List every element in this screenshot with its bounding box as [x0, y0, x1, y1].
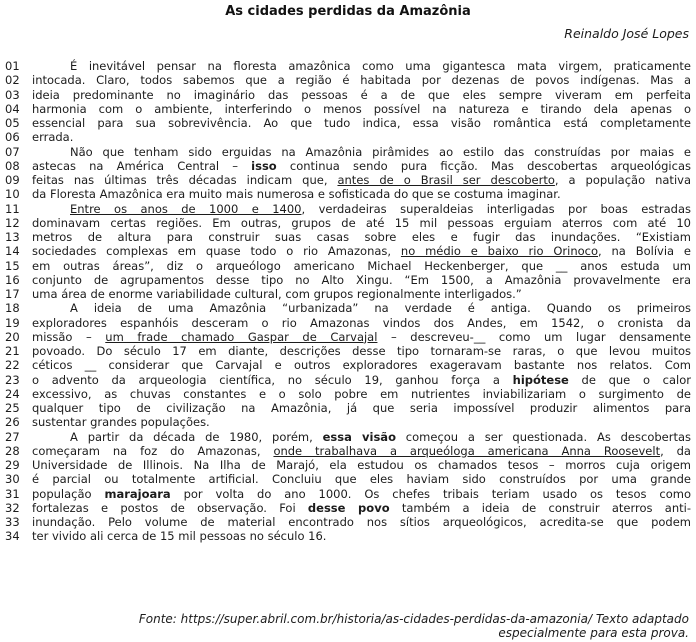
text-line: [0, 116, 696, 130]
line-text: [32, 102, 696, 116]
plain-text: de que o calor: [568, 372, 691, 387]
line-text: [32, 344, 696, 358]
line-text: [32, 116, 696, 130]
line-number: 01: [5, 59, 20, 73]
line-number: 10: [5, 187, 20, 202]
source-line-2: especialmente para esta prova.: [498, 626, 689, 640]
text-lines: [0, 59, 696, 544]
line-text: [32, 387, 696, 401]
line-number: 16: [5, 272, 20, 287]
line-number: 31: [5, 486, 20, 501]
plain-text: inundação. Pelo volume de material encontrado nos sítios arqueológicos, acredita-se que podem: [32, 515, 691, 529]
line-number: 12: [5, 215, 20, 230]
text-line: [0, 259, 696, 273]
line-text: [32, 444, 696, 458]
line-number: 07: [5, 144, 20, 159]
line-text: [32, 501, 696, 515]
text-line: [0, 430, 696, 444]
text-line: [0, 88, 696, 102]
text-line: [0, 244, 696, 258]
plain-text: população: [32, 486, 105, 501]
plain-text: uma área de enorme variabilidade cultural, com grupos regionalmente interligados.”: [32, 287, 522, 301]
line-text: [32, 244, 696, 258]
plain-text: errada.: [32, 130, 74, 145]
bold-text: desse povo: [307, 500, 390, 515]
line-number: 24: [5, 386, 20, 401]
plain-text: intocada. Claro, todos sabemos que a região é habitada por dezenas de povos indígenas. Mas a: [32, 73, 691, 88]
underlined-text: antes de o Brasil ser descoberto: [337, 173, 555, 187]
text-line: [0, 373, 696, 387]
underlined-text: Entre os anos de 1000 e 1400: [70, 201, 302, 216]
plain-text: metros de altura para construir suas casas sobre eles e fugir das inundações. “Existiam: [32, 230, 691, 244]
plain-text: conjunto de agrupamentos desse tipo no Alto Xingu. “Em 1500, a Amazônia provavelmente era: [32, 272, 691, 287]
plain-text: , verdadeiras superaldeias interligadas por boas estradas: [301, 201, 691, 216]
text-line: [0, 458, 696, 472]
plain-text: , na Bolívia e: [598, 244, 691, 259]
plain-text: Universidade de Illinois. Na Ilha de Marajó, ela estudou os chamados tesos – morros cuja origem: [32, 458, 691, 472]
line-text: [32, 472, 696, 486]
text-line: [0, 387, 696, 401]
line-number: 19: [5, 315, 20, 330]
text-line: [0, 301, 696, 315]
line-number: 32: [5, 500, 20, 515]
line-number: 14: [5, 244, 20, 259]
text-line: [0, 401, 696, 415]
line-text: [32, 159, 696, 173]
text-line: [0, 130, 696, 144]
line-number: 30: [5, 472, 20, 487]
plain-text: , a população nativa: [554, 173, 691, 187]
line-text: [32, 187, 696, 201]
line-text: [32, 259, 696, 273]
line-text: [32, 458, 696, 472]
plain-text: dominavam certas regiões. Em outras, grupos de até 15 mil pessoas erguiam aterros com até 10: [32, 215, 691, 230]
line-text: [32, 529, 696, 543]
line-text: [32, 230, 696, 244]
underlined-text: onde trabalhava a arqueóloga americana Anna Roosevelt: [273, 443, 661, 458]
author-byline: Reinaldo José Lopes: [564, 26, 689, 41]
plain-text: céticos __ considerar que Carvajal e outros exploradores exageravam bastante nos relatos. Com: [32, 358, 691, 373]
line-text: [32, 145, 696, 159]
line-number: 21: [5, 344, 20, 358]
line-text: [32, 88, 696, 102]
line-number: 22: [5, 358, 20, 373]
plain-text: A ideia de uma Amazônia “urbanizada” na verdade é antiga. Quando os primeiros: [70, 301, 691, 316]
plain-text: – descreveu-__ como um lugar densamente: [377, 329, 691, 344]
line-text: [32, 430, 696, 444]
line-number: 17: [5, 287, 20, 301]
text-line: [0, 187, 696, 201]
underlined-text: um frade chamado Gaspar de Carvajal: [105, 329, 378, 344]
line-number: 25: [5, 401, 20, 415]
line-text: [32, 287, 696, 301]
text-line: [0, 415, 696, 429]
line-text: [32, 515, 696, 529]
plain-text: feitas nas últimas três décadas indicam que,: [32, 173, 338, 187]
text-line: [0, 529, 696, 543]
plain-text: excessivo, as chuvas constantes e o solo pobre em nutrientes inviabilizariam o surgimento de: [32, 386, 691, 401]
line-number: 11: [5, 201, 20, 216]
page-title: As cidades perdidas da Amazônia: [225, 4, 471, 19]
line-number: 06: [5, 130, 20, 145]
line-text: [32, 59, 696, 73]
plain-text: exploradores espanhóis desceram o rio Amazonas vindos dos Andes, em 1542, o cronista da: [32, 315, 691, 330]
plain-text: qualquer tipo de civilização na Amazônia, já que seria impossível produzir alimentos para: [32, 401, 691, 415]
bold-text: hipótese: [512, 372, 569, 387]
line-text: [32, 487, 696, 501]
underlined-text: no médio e baixo rio Orinoco: [400, 244, 599, 259]
text-line: [0, 472, 696, 486]
line-text: [32, 330, 696, 344]
bold-text: isso: [251, 158, 277, 173]
text-line: [0, 145, 696, 159]
bold-text: marajoara: [104, 486, 171, 501]
plain-text: essencial para sua sobrevivência. Ao que tudo indica, essa visão romântica está completamente: [32, 116, 691, 130]
line-text: [32, 273, 696, 287]
line-text: [32, 130, 696, 144]
plain-text: harmonia com o ambiente, interferindo o menos possível na natureza e tirando dela apenas o: [32, 101, 691, 116]
text-line: [0, 216, 696, 230]
line-number: 33: [5, 515, 20, 529]
line-number: 15: [5, 258, 20, 273]
plain-text: o advento da arqueologia científica, no século 19, ganhou força a: [32, 372, 513, 387]
plain-text: também a ideia de construir aterros anti-: [389, 500, 691, 515]
plain-text: É inevitável pensar na floresta amazônica como uma gigantesca mata virgem, praticamente: [70, 59, 691, 73]
line-text: [32, 173, 696, 187]
line-number: 26: [5, 415, 20, 430]
text-line: [0, 73, 696, 87]
plain-text: em outras áreas”, diz o arqueólogo americano Michael Heckenberger, que __ anos estuda um: [32, 258, 691, 273]
plain-text: ideia predominante no imaginário das pessoas é a de que eles sempre viveram em perfeita: [32, 87, 691, 102]
plain-text: fortalezas e postos de observação. Foi: [32, 500, 308, 515]
text-line: [0, 487, 696, 501]
plain-text: por volta do ano 1000. Os chefes tribais teriam usado os tesos como: [170, 486, 691, 501]
line-text: [32, 73, 696, 87]
text-line: [0, 230, 696, 244]
text-line: [0, 202, 696, 216]
line-number: 09: [5, 173, 20, 187]
text-line: [0, 358, 696, 372]
text-line: [0, 515, 696, 529]
line-number: 18: [5, 301, 20, 316]
line-number: 28: [5, 443, 20, 458]
plain-text: astecas na América Central –: [32, 158, 252, 173]
text-line: [0, 444, 696, 458]
text-line: [0, 273, 696, 287]
line-number: 13: [5, 230, 20, 244]
source-line-1: Fonte: https://super.abril.com.br/historia/as-cidades-perdidas-da-amazonia/ Texto adaptado: [138, 611, 689, 626]
plain-text: , da: [660, 443, 691, 458]
plain-text: continua sendo pura ficção. Mas descobertas arqueológicas: [276, 158, 691, 173]
plain-text: da Floresta Amazônica era muito mais numerosa e sofisticada do que se costuma imaginar.: [32, 187, 561, 202]
plain-text: sociedades complexas em quase todo o rio Amazonas,: [32, 244, 401, 259]
line-number: 29: [5, 458, 20, 472]
plain-text: é parcial ou totalmente artificial. Concluiu que eles haviam sido construídos por uma grande: [32, 472, 691, 487]
text-line: [0, 59, 696, 73]
text-line: [0, 173, 696, 187]
text-line: [0, 330, 696, 344]
line-text: [32, 358, 696, 372]
text-line: [0, 316, 696, 330]
line-text: [32, 216, 696, 230]
line-number: 20: [5, 329, 20, 344]
line-number: 23: [5, 372, 20, 387]
text-line: [0, 344, 696, 358]
plain-text: começou a ser questionada. As descobertas: [395, 429, 692, 444]
line-number: 02: [5, 73, 20, 88]
plain-text: missão –: [32, 329, 106, 344]
line-text: [32, 373, 696, 387]
text-line: [0, 501, 696, 515]
line-text: [32, 202, 696, 216]
line-number: 34: [5, 529, 20, 544]
line-number: 27: [5, 429, 20, 444]
source-note: [0, 612, 696, 641]
line-text: [32, 316, 696, 330]
plain-text: povoado. Do século 17 em diante, descrições desse tipo tornaram-se raras, o que levou muitos: [32, 344, 691, 358]
line-number: 03: [5, 87, 20, 102]
line-number: 04: [5, 101, 20, 116]
text-line: [0, 102, 696, 116]
plain-text: ter vivido ali cerca de 15 mil pessoas no século 16.: [32, 529, 327, 544]
plain-text: Não que tenham sido erguidas na Amazônia pirâmides ao estilo das construídas por maias e: [70, 144, 691, 159]
line-text: [32, 401, 696, 415]
plain-text: sustentar grandes populações.: [32, 415, 210, 430]
line-text: [32, 301, 696, 315]
text-line: [0, 287, 696, 301]
text-line: [0, 159, 696, 173]
bold-text: essa visão: [322, 429, 396, 444]
plain-text: começaram na foz do Amazonas,: [32, 443, 274, 458]
line-number: 08: [5, 158, 20, 173]
line-number: 05: [5, 116, 20, 130]
plain-text: A partir da década de 1980, porém,: [70, 429, 323, 444]
line-text: [32, 415, 696, 429]
